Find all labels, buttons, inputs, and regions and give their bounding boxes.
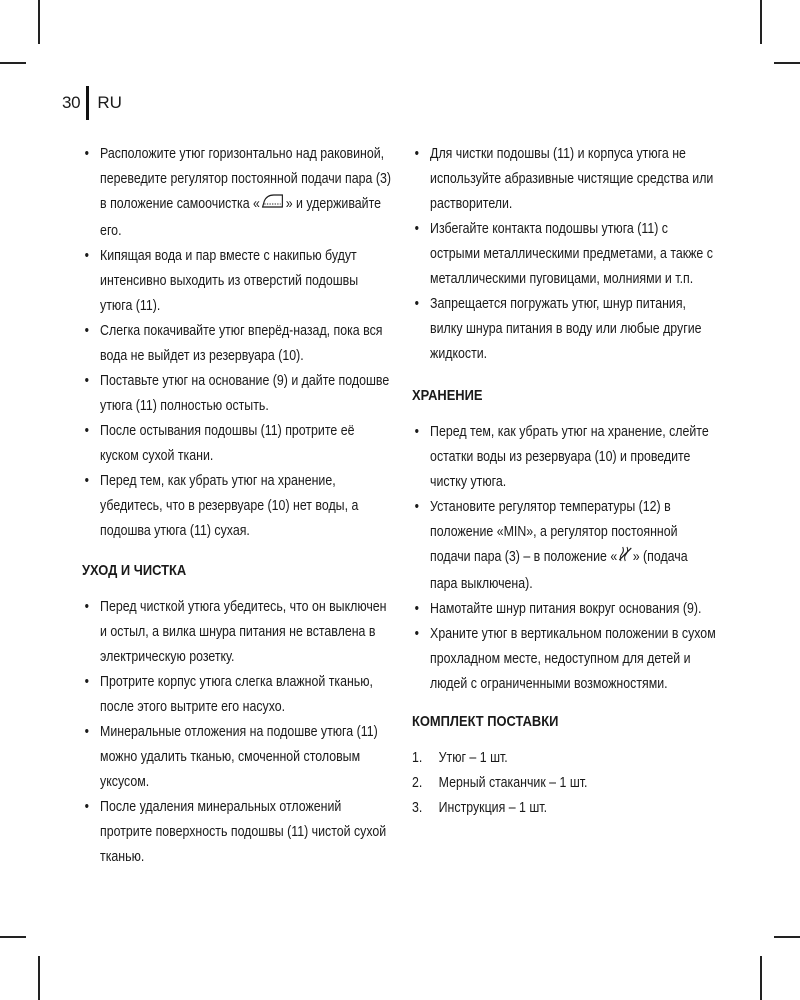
list-item: • После остывания подошвы (11) протрите её куском сухой ткани. [82,419,391,469]
crop-mark [38,0,40,44]
list-item: • Намотайте шнур питания вокруг основания (9). [412,597,716,622]
list-item: 3. Инструкция – 1 шт. [412,800,548,816]
list-item: • Протрите корпус утюга слегка влажной тканью, после этого вытрите его насухо. [82,670,391,720]
list-item: • Поставьте утюг на основание (9) и дайте подошве утюга (11) полностью остыть. [82,369,391,419]
list-item: • Запрещается погружать утюг, шнур питания, вилку шнура питания в воду или любые другие жидкости. [412,292,716,367]
crop-mark [0,62,26,64]
page-number: 30 [62,93,81,112]
care-heading: УХОД И ЧИСТКА [82,562,187,579]
list-item: • Храните утюг в вертикальном положении в сухом прохладном месте, недоступном для детей и людей с ограниченными возможностями. [412,622,716,697]
list-item: • Перед тем, как убрать утюг на хранение, убедитесь, что в резервуаре (10) нет воды, а подошва утюга (11) сухая. [82,469,391,544]
page-header [62,86,122,120]
list-item: • Установите регулятор температуры (12) в положение «MIN», а регулятор постоянной подачи пара (3) – в положение « » (подача пара выключена). [412,495,716,597]
list-item: 1. Утюг – 1 шт. [412,750,508,766]
crop-mark [774,62,800,64]
storage-list [412,420,716,697]
crop-mark [38,956,40,1000]
list-item: • Перед чисткой утюга убедитесь, что он выключен и остыл, а вилка шнура питания не вставлена в электрическую розетку. [82,595,391,670]
list-item: 2. Мерный стаканчик – 1 шт. [412,775,588,791]
list-item: • Для чистки подошвы (11) и корпуса утюга не используйте абразивные чистящие средства или растворители. [412,142,716,217]
list-item: • Избегайте контакта подошвы утюга (11) с острыми металлическими предметами, а также с металлическими пуговицами, молниями и т.п. [412,217,716,292]
header-divider [86,86,89,120]
list-item: • После удаления минеральных отложений протрите поверхность подошвы (11) чистой сухой тканью. [82,795,391,870]
steam-off-icon [617,545,632,572]
crop-mark [774,936,800,938]
language-code: RU [97,93,122,112]
crop-mark [760,956,762,1000]
list-item: • Кипящая вода и пар вместе с накипью будут интенсивно выходить из отверстий подошвы утюга (11). [82,244,391,319]
crop-mark [760,0,762,44]
crop-mark [0,936,26,938]
care-list-continued [412,142,716,367]
storage-heading: ХРАНЕНИЕ [412,387,483,404]
self-clean-icon [260,192,286,219]
left-column [82,142,392,870]
list-item: • Минеральные отложения на подошве утюга (11) можно удалить тканью, смоченной столовым уксусом. [82,720,391,795]
kit-list [412,746,716,821]
kit-heading: КОМПЛЕКТ ПОСТАВКИ [412,713,559,730]
self-clean-steps [82,142,391,544]
list-item: • Расположите утюг горизонтально над раковиной, переведите регулятор постоянной подачи пара (3) в положение самоочистка « » и удерживайте его. [82,142,391,244]
list-item: • Перед тем, как убрать утюг на хранение, слейте остатки воды из резервуара (10) и проведите чистку утюга. [412,420,716,495]
right-column [412,142,717,821]
care-list [82,595,391,870]
list-item: • Слегка покачивайте утюг вперёд-назад, пока вся вода не выйдет из резервуара (10). [82,319,391,369]
